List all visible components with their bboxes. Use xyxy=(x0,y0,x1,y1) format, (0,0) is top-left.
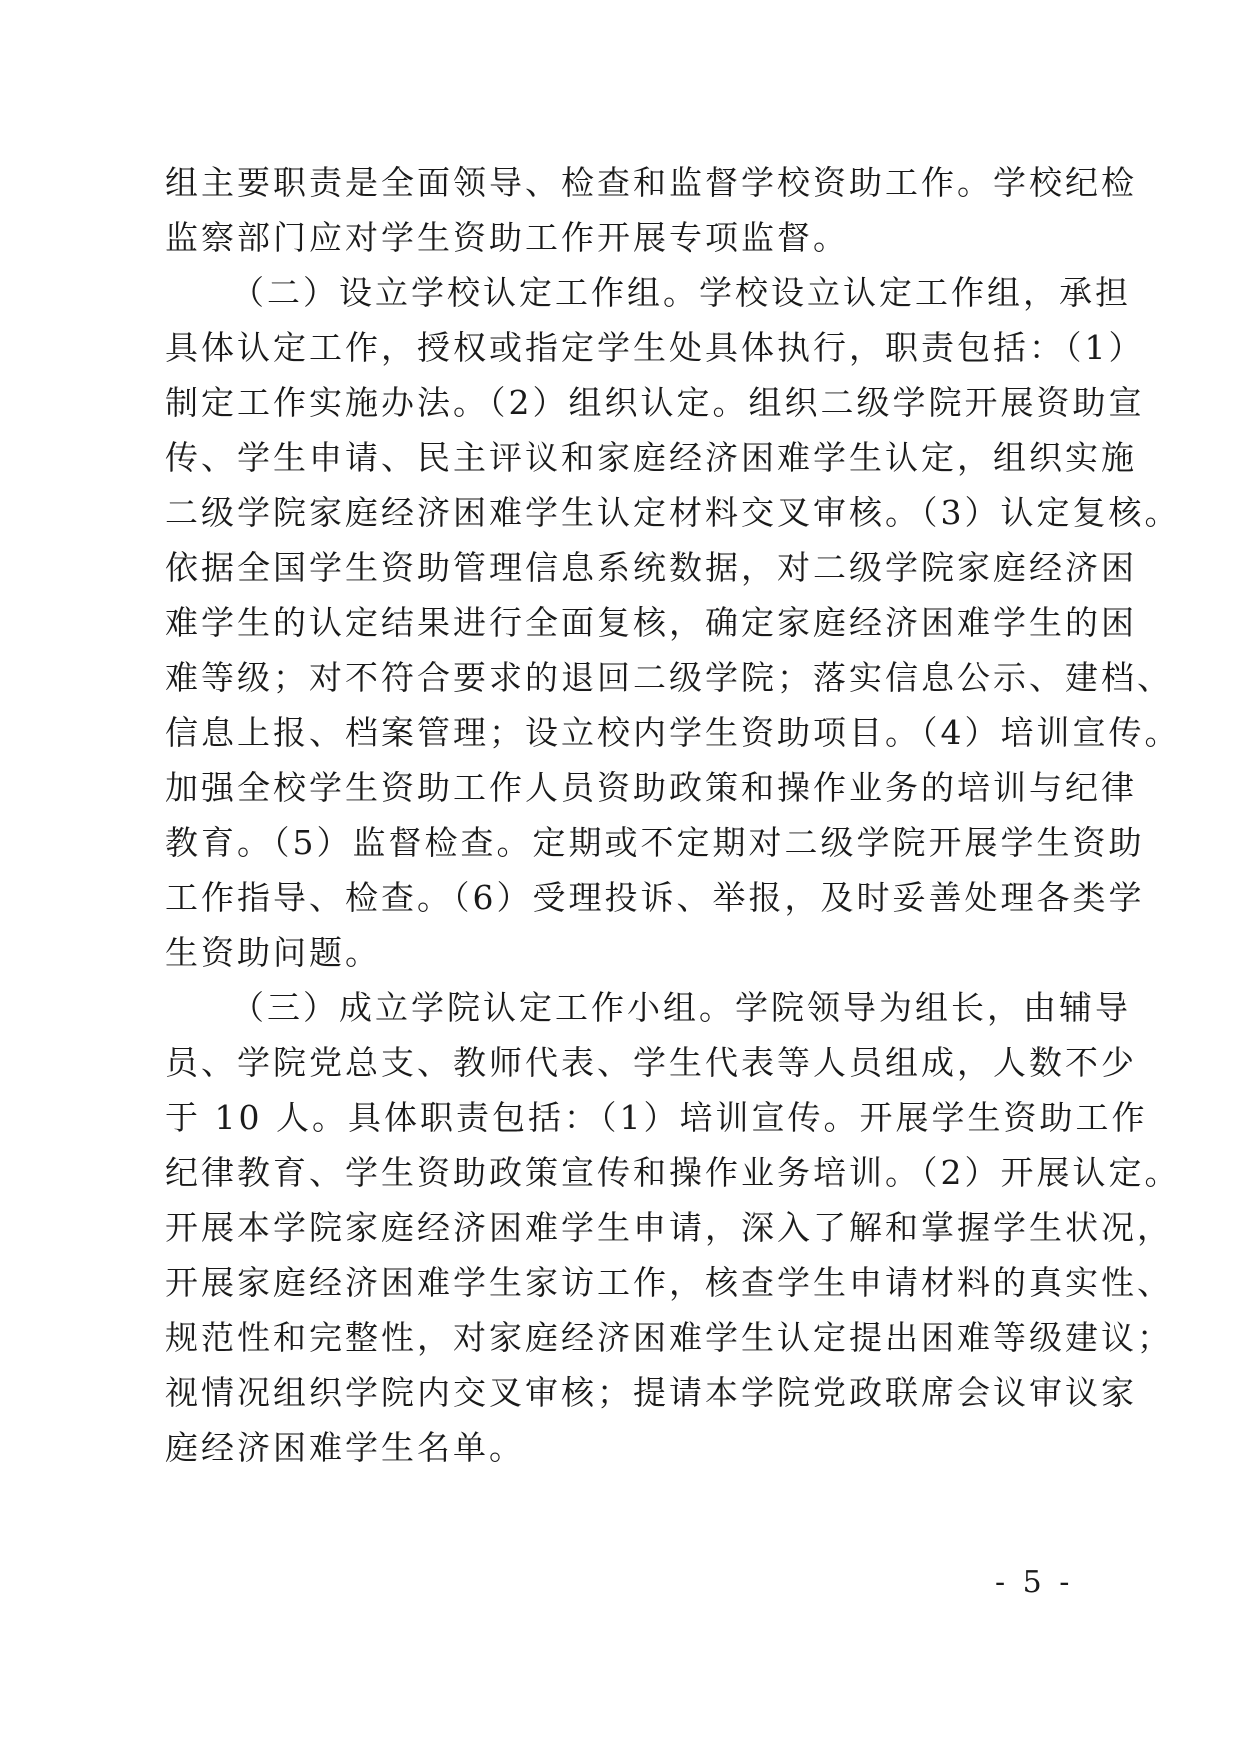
body-line: 二级学院家庭经济困难学生认定材料交叉审核。（3）认定复核。 xyxy=(165,493,1181,532)
body-line: 工作指导、检查。（6）受理投诉、举报，及时妥善处理各类学 xyxy=(165,878,1145,917)
body-line: 纪律教育、学生资助政策宣传和操作业务培训。（2）开展认定。 xyxy=(165,1153,1181,1192)
body-line: 开展家庭经济困难学生家访工作，核查学生申请材料的真实性、 xyxy=(165,1263,1173,1302)
body-line: 庭经济困难学生名单。 xyxy=(165,1428,525,1467)
body-line: 制定工作实施办法。（2）组织认定。组织二级学院开展资助宣 xyxy=(165,383,1145,422)
body-line: 员、学院党总支、教师代表、学生代表等人员组成，人数不少 xyxy=(165,1043,1137,1082)
body-line: 监察部门应对学生资助工作开展专项监督。 xyxy=(165,218,849,257)
body-line: 组主要职责是全面领导、检查和监督学校资助工作。学校纪检 xyxy=(165,163,1137,202)
body-line: 依据全国学生资助管理信息系统数据，对二级学院家庭经济困 xyxy=(165,548,1137,587)
body-line: 加强全校学生资助工作人员资助政策和操作业务的培训与纪律 xyxy=(165,768,1137,807)
body-line: 具体认定工作，授权或指定学生处具体执行，职责包括：（1） xyxy=(165,328,1145,367)
body-line: 难学生的认定结果进行全面复核，确定家庭经济困难学生的困 xyxy=(165,603,1137,642)
page-number: - 5 - xyxy=(995,1565,1074,1600)
body-line: 开展本学院家庭经济困难学生申请，深入了解和掌握学生状况， xyxy=(165,1208,1173,1247)
body-line: 视情况组织学院内交叉审核；提请本学院党政联席会议审议家 xyxy=(165,1373,1137,1412)
body-line: 于 10 人。具体职责包括：（1）培训宣传。开展学生资助工作 xyxy=(165,1098,1148,1137)
body-line: 传、学生申请、民主评议和家庭经济困难学生认定，组织实施 xyxy=(165,438,1137,477)
body-line: 教育。（5）监督检查。定期或不定期对二级学院开展学生资助 xyxy=(165,823,1145,862)
document-body xyxy=(165,155,1181,1475)
section-heading-line: （三）成立学院认定工作小组。学院领导为组长，由辅导 xyxy=(231,988,1131,1027)
body-line: 信息上报、档案管理；设立校内学生资助项目。（4）培训宣传。 xyxy=(165,713,1181,752)
body-line: 规范性和完整性，对家庭经济困难学生认定提出困难等级建议； xyxy=(165,1318,1173,1357)
section-heading-line: （二）设立学校认定工作组。学校设立认定工作组，承担 xyxy=(231,273,1131,312)
body-line: 难等级；对不符合要求的退回二级学院；落实信息公示、建档、 xyxy=(165,658,1173,697)
body-line: 生资助问题。 xyxy=(165,933,381,972)
